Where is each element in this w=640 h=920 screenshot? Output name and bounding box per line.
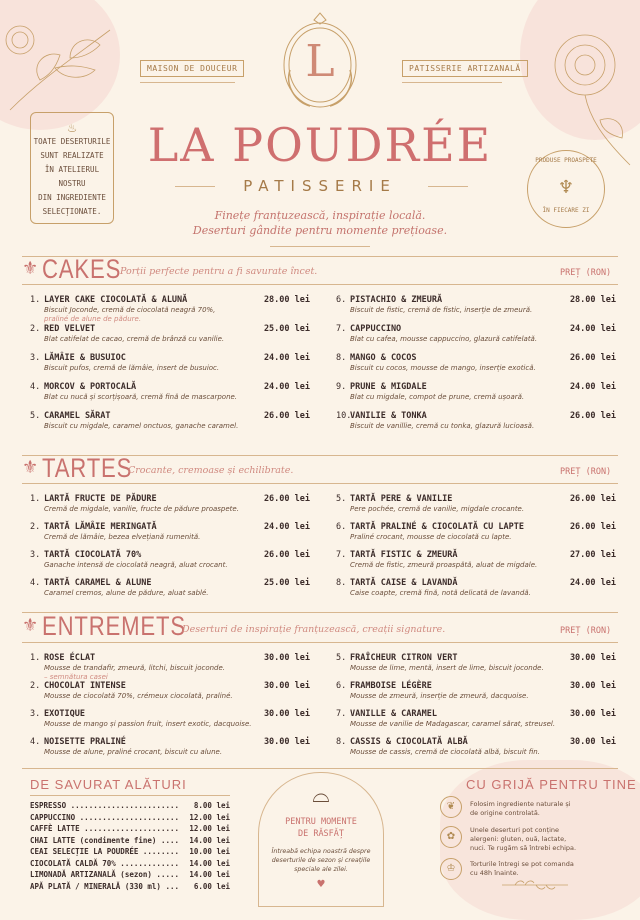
stamp-bottom-text: ÎN FIECARE ZI (542, 207, 590, 214)
item-price: 26.00 lei (263, 494, 310, 504)
peony-illustration-left (0, 10, 130, 120)
item-name: CAPPUCCINO (350, 324, 402, 334)
item-price: 30.00 lei (569, 653, 616, 663)
drink-price: 10.00 lei (189, 847, 230, 856)
fleur-de-lis-icon: ⚜ (22, 258, 39, 279)
whisk-icon: ♆ (557, 177, 575, 198)
cake-stand-icon: ♨ (67, 120, 77, 136)
item-description: Mousse de alune, praliné crocant, biscuit cu alune. (44, 748, 223, 756)
menu-item (336, 324, 616, 351)
cake-icon: ♔ (440, 858, 462, 880)
item-price: 24.00 lei (263, 382, 310, 392)
menu-item (336, 295, 616, 322)
item-name: CASSIS & CIOCOLATĂ ALBĂ (350, 737, 468, 747)
drink-name: CIOCOLATĂ CALDĂ 70% ............. (30, 858, 180, 868)
note-line-1: TOATE DESERTURILE (33, 137, 111, 146)
menu-item (336, 653, 616, 679)
item-price: 26.00 lei (569, 353, 616, 363)
tartes-bottom-rule (22, 483, 618, 484)
item-description: Mousse de ciocolată 70%, crémeux ciocolată, praliné. (44, 692, 233, 700)
drink-item (30, 813, 230, 822)
drink-name: APĂ PLATĂ / MINERALĂ (330 ml) ... (30, 881, 180, 891)
item-number: 5. (336, 653, 347, 663)
item-price: 27.00 lei (569, 550, 616, 560)
leaf-icon: ❦ (440, 796, 462, 818)
menu-item (336, 522, 616, 548)
item-name: TARTĂ PRALINÉ & CIOCOLATĂ CU LAPTE (350, 522, 524, 532)
moments-title-2: DE RĂSFĂȚ (297, 829, 345, 839)
cakes-price-header: PREȚ (RON) (560, 268, 612, 278)
item-price: 30.00 lei (263, 653, 310, 663)
item-price: 25.00 lei (263, 578, 310, 588)
drink-name: LIMONADĂ ARTIZANALĂ (sezon) ..... (30, 870, 180, 879)
item-number: 3. (30, 353, 41, 363)
item-name: FRAMBOISE LÉGÈRE (350, 681, 432, 691)
item-price: 24.00 lei (263, 522, 310, 532)
tartes-price-header: PREȚ (RON) (560, 467, 612, 477)
item-price: 24.00 lei (263, 353, 310, 363)
item-number: 1. (30, 494, 41, 504)
item-number: 6. (336, 295, 347, 305)
item-price: 26.00 lei (569, 411, 616, 421)
entremets-title: ENTREMETS (42, 611, 186, 641)
item-name: MORCOV & PORTOCALĂ (44, 382, 137, 392)
tag-right: PATISSERIE ARTIZANALĂ (402, 60, 528, 77)
tartes-title: TARTES (42, 453, 133, 483)
item-description: Caramel cremos, alune de pădure, aluat sablé. (44, 589, 209, 597)
item-description: Mousse de trandafir, zmeură, litchi, biscuit joconde. (44, 664, 226, 672)
item-number: 6. (336, 522, 347, 532)
item-description: Mousse de cassis, cremă de ciocolată albă, biscuit fin. (350, 748, 540, 756)
heart-icon: ♥ (316, 879, 326, 890)
fresh-daily-stamp (527, 150, 605, 228)
tagline-line-2: Deserturi gândite pentru momente prețioase. (192, 224, 448, 237)
care-title: CU GRIJĂ PENTRU TINE (466, 777, 637, 792)
note-line-2: SUNT REALIZATE (40, 151, 104, 160)
item-name: TARTĂ CAISE & LAVANDĂ (350, 578, 458, 588)
tag-rule-left (140, 82, 235, 83)
item-price: 24.00 lei (569, 382, 616, 392)
item-description: Blat cu nucă și scorțișoară, cremă fină de mascarpone. (44, 393, 238, 401)
menu-item (30, 737, 310, 763)
item-number: 3. (30, 709, 41, 719)
item-description: Blat catifelat de cacao, cremă de brânză cu vanilie. (44, 335, 225, 343)
bottom-rule (22, 768, 618, 769)
entremets-price-header: PREȚ (RON) (560, 626, 612, 636)
menu-item (30, 411, 310, 438)
care-text-2: Unele deserturi pot conține alergeni: gluten, ouă, lactate, nuci. Te rugăm să întrebi echipa. (470, 826, 577, 852)
menu-item (30, 709, 310, 735)
item-description: Cremă de lămâie, bezea elvețiană rumenită. (44, 533, 201, 541)
item-name: RED VELVET (44, 324, 96, 334)
item-name: NOISETTE PRALINÉ (44, 737, 126, 747)
menu-item (30, 550, 310, 576)
entremets-subtitle: Deserturi de inspirație franțuzească, creații signature. (182, 624, 446, 635)
drink-item (30, 836, 230, 845)
note-line-3: ÎN ATELIERUL NOSTRU (44, 165, 100, 188)
item-description: Mousse de lime, mentă, insert de lime, biscuit joconde. (350, 664, 544, 672)
item-description: Blat cu migdale, compot de prune, cremă ușoară. (350, 393, 525, 401)
item-number: 2. (30, 522, 41, 532)
item-price: 28.00 lei (569, 295, 616, 305)
brand-name: LA POUDRÉE (147, 118, 493, 172)
menu-item (336, 411, 616, 438)
item-description: Mousse de mango și passion fruit, insert exotic, dacquoise. (44, 720, 252, 728)
menu-item (30, 653, 310, 679)
item-number: 1. (30, 295, 41, 305)
laurel-ornament (500, 878, 570, 892)
moments-title-1: PENTRU MOMENTE (285, 817, 357, 827)
item-price: 30.00 lei (263, 681, 310, 691)
item-name: LARTĂ FRUCTE DE PĂDURE (44, 494, 157, 504)
menu-item (336, 494, 616, 520)
item-name: CHOCOLAT INTENSE (44, 681, 126, 691)
tartes-subtitle: Crocante, cremoase și echilibrate. (128, 465, 294, 476)
mixing-bowl-icon: ⌓ (312, 783, 330, 808)
drink-price: 12.00 lei (189, 824, 230, 833)
item-number: 5. (30, 411, 41, 421)
drink-price: 14.00 lei (189, 835, 230, 845)
menu-item (30, 522, 310, 548)
drink-item (30, 882, 230, 891)
item-description: Biscuit de fistic, cremă de fistic, inserție de zmeură. (350, 306, 533, 314)
item-number: 4. (30, 737, 41, 747)
note-line-5: SELECȚIONATE. (42, 207, 102, 216)
item-description: Mousse de vanilie de Madagascar, caramel sărat, streusel. (350, 720, 556, 728)
item-price: 25.00 lei (263, 324, 310, 334)
item-name: TARTĂ CARAMEL & ALUNE (44, 578, 152, 588)
menu-item (30, 494, 310, 520)
fleur-de-lis-icon: ⚜ (22, 615, 39, 636)
item-number: 2. (30, 324, 41, 334)
item-price: 26.00 lei (569, 522, 616, 532)
drink-item (30, 847, 230, 856)
tag-rule-right (402, 82, 502, 83)
drink-item (30, 859, 230, 868)
item-description: Biscuit cu cocos, mousse de mango, inserție exotică. (350, 364, 536, 372)
cakes-title: CAKES (42, 254, 122, 284)
drink-price: 6.00 lei (193, 881, 230, 891)
item-number: 8. (336, 353, 347, 363)
brand-subtitle: PATISSERIE (243, 177, 397, 195)
monogram-letter: L (305, 36, 335, 87)
drink-price: 8.00 lei (193, 801, 230, 810)
menu-item (336, 737, 616, 763)
item-description: Ganache intensă de ciocolată neagră, aluat crocant. (44, 561, 228, 569)
care-text-1: Folosim ingrediente naturale și de origine controlată. (470, 800, 571, 817)
item-description: Biscuit cu migdale, caramel onctuos, ganache caramel. (44, 422, 239, 430)
item-price: 24.00 lei (569, 578, 616, 588)
menu-item (336, 578, 616, 604)
item-number: 7. (336, 324, 347, 334)
item-number: 7. (336, 709, 347, 719)
menu-item (336, 550, 616, 576)
stamp-top-text: PRODUSE PROASPETE (535, 157, 597, 164)
drinks-list (30, 801, 230, 896)
item-name: VANILIE & TONKA (350, 411, 427, 421)
item-price: 26.00 lei (569, 494, 616, 504)
item-price: 30.00 lei (569, 709, 616, 719)
item-number: 1. (30, 653, 41, 663)
drink-price: 14.00 lei (189, 870, 230, 879)
tagline-divider (270, 246, 370, 247)
item-name: MANGO & COCOS (350, 353, 417, 363)
item-number: 7. (336, 550, 347, 560)
item-price: 24.00 lei (569, 324, 616, 334)
item-number: 10. (336, 411, 352, 421)
item-name: CARAMEL SĂRAT (44, 411, 111, 421)
drink-name: CEAI SELECȚIE LA POUDRÉE ........ (30, 847, 180, 856)
item-name: TARTĂ PERE & VANILIE (350, 494, 453, 504)
item-price: 26.00 lei (263, 411, 310, 421)
item-number: 3. (30, 550, 41, 560)
item-name: TARTĂ LĂMÂIE MERINGATĂ (44, 522, 157, 532)
item-name: TARTĂ FISTIC & ZMEURĂ (350, 550, 458, 560)
drink-price: 12.00 lei (189, 812, 230, 822)
moments-arch (258, 772, 384, 907)
item-name: LAYER CAKE CIOCOLATĂ & ALUNĂ (44, 295, 188, 305)
item-price: 30.00 lei (569, 681, 616, 691)
tagline-line-1: Finețe franțuzească, inspirație locală. (214, 209, 426, 222)
menu-item (336, 353, 616, 380)
menu-item (30, 578, 310, 604)
menu-item (30, 324, 310, 351)
item-name: TARTĂ CIOCOLATĂ 70% (44, 550, 142, 560)
menu-item (30, 382, 310, 409)
item-price: 30.00 lei (263, 709, 310, 719)
menu-item (336, 709, 616, 735)
item-price: 26.00 lei (263, 550, 310, 560)
item-note: praliné de alune de pădure. (44, 315, 142, 323)
cakes-bottom-rule (22, 284, 618, 285)
item-name: FRAÎCHEUR CITRON VERT (350, 653, 458, 663)
item-number: 2. (30, 681, 41, 691)
menu-item (336, 681, 616, 707)
item-number: 6. (336, 681, 347, 691)
brandsub-rule-left (175, 186, 215, 187)
fleur-de-lis-icon: ⚜ (22, 457, 39, 478)
drink-name: CHAI LATTE (condimente fine) .... (30, 835, 180, 845)
item-description: Cremă de fistic, zmeură proaspătă, aluat de migdale. (350, 561, 538, 569)
item-number: 4. (30, 578, 41, 588)
menu-item (30, 353, 310, 380)
care-text-3: Torturile întregi se pot comanda cu 48h înainte. (470, 860, 574, 877)
item-price: 28.00 lei (263, 295, 310, 305)
item-description: Caise coapte, cremă fină, notă delicată de lavandă. (350, 589, 531, 597)
item-name: VANILLE & CARAMEL (350, 709, 437, 719)
drink-name: ESPRESSO ........................ (30, 801, 180, 810)
item-name: LĂMÂIE & BUSUIOC (44, 353, 126, 363)
item-description: Biscuit Joconde, cremă de ciocolată neagră 70%, (44, 306, 216, 314)
item-number: 5. (336, 494, 347, 504)
note-line-4: DIN INGREDIENTE (38, 193, 106, 202)
drink-name: CAFFÈ LATTE ..................... (30, 824, 180, 833)
item-description: Praliné crocant, mousse de ciocolată cu lapte. (350, 533, 512, 541)
entremets-bottom-rule (22, 642, 618, 643)
item-number: 8. (336, 737, 347, 747)
item-description: Biscuit pufos, cremă de lămâie, insert de busuioc. (44, 364, 220, 372)
item-description: Cremă de migdale, vanilie, fructe de pădure proaspete. (44, 505, 239, 513)
menu-item (336, 382, 616, 409)
item-note: – semnătura casei (44, 673, 108, 681)
drink-item (30, 870, 230, 879)
cakes-subtitle: Porții perfecte pentru a fi savurate încet. (120, 266, 318, 277)
item-description: Mousse de zmeură, inserție de zmeură, dacquoise. (350, 692, 529, 700)
item-name: PISTACHIO & ZMEURĂ (350, 295, 443, 305)
menu-item (30, 295, 310, 322)
item-price: 30.00 lei (263, 737, 310, 747)
drink-name: CAPPUCCINO ...................... (30, 812, 180, 822)
menu-item (30, 681, 310, 707)
tag-left: MAISON DE DOUCEUR (140, 60, 244, 77)
item-name: EXOTIQUE (44, 709, 85, 719)
drink-item (30, 801, 230, 810)
drinks-rule (30, 795, 230, 796)
drink-price: 14.00 lei (189, 858, 230, 868)
item-price: 30.00 lei (569, 737, 616, 747)
item-name: PRUNE & MIGDALE (350, 382, 427, 392)
brandsub-rule-right (428, 186, 468, 187)
item-number: 4. (30, 382, 41, 392)
item-description: Blat cu cafea, mousse cappuccino, glazură catifelată. (350, 335, 538, 343)
item-number: 8. (336, 578, 347, 588)
item-name: ROSE ÉCLAT (44, 653, 96, 663)
item-number: 9. (336, 382, 347, 392)
moments-text: Întreabă echipa noastră despre deserturile de sezon și creațiile speciale ale zilei. (271, 848, 371, 873)
drinks-title: DE SAVURAT ALĂTURI (30, 777, 187, 792)
item-description: Biscuit de vanillie, cremă cu tonka, glazură lucioasă. (350, 422, 535, 430)
item-description: Pere pochée, cremă de vanilie, migdale crocante. (350, 505, 525, 513)
drink-item (30, 824, 230, 833)
allergen-icon: ✿ (440, 826, 462, 848)
